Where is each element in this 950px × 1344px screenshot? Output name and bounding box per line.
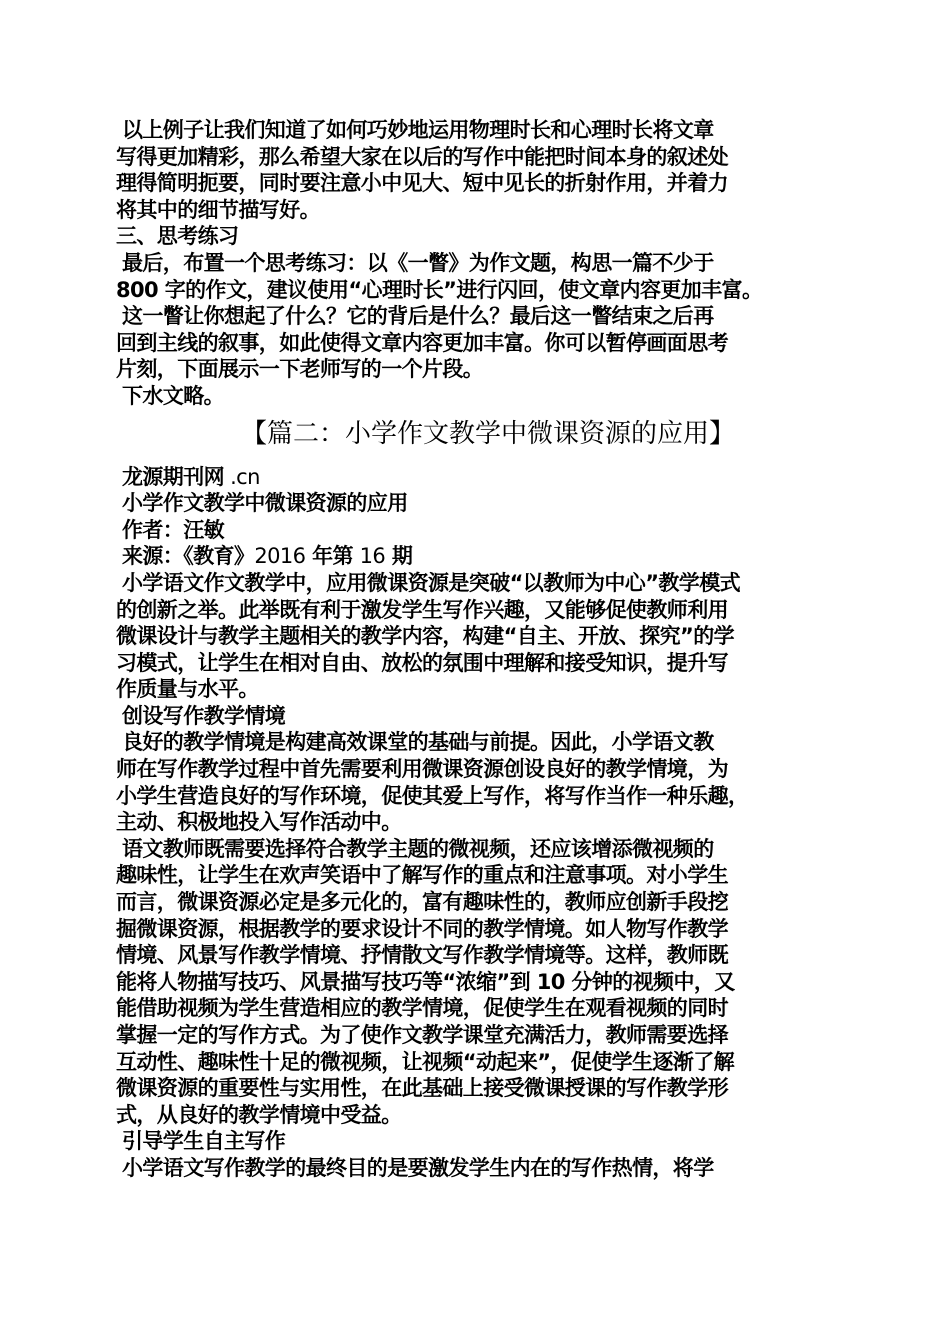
- text-line: 下水文略。: [122, 383, 224, 408]
- text-line: 而言，微课资源必定是多元化的，富有趣味性的，教师应创新手段挖: [116, 890, 728, 915]
- text-line: 情境、风景写作教学情境、抒情散文写作教学情境等。这样，教师既: [116, 943, 728, 968]
- source-label: 来源：《教育》: [122, 544, 255, 569]
- text-line: 掌握一定的写作方式。为了使作文教学课堂充满活力，教师需要选择: [116, 1023, 728, 1047]
- site-suffix: .cn: [224, 464, 260, 489]
- text-line: 互动性、趣味性十足的微视频，让视频“动起来”，促使学生逐渐了解: [116, 1049, 735, 1074]
- text-line: 语文教师既需要选择符合教学主题的微视频，还应该增添微视频的: [122, 836, 714, 861]
- text-line: 掘微课资源，根据教学的要求设计不同的教学情境。如人物写作教学: [116, 916, 728, 941]
- text-line: 理得简明扼要，同时要注意小中见大、短中见长的折射作用，并着力: [116, 171, 728, 196]
- subsection-title-autonomous: 引导学生自主写作: [122, 1129, 286, 1154]
- article-meta: [116, 464, 846, 570]
- paragraph-exercise: [116, 250, 846, 410]
- text-line: 片刻，下面展示一下老师写的一个片段。: [116, 357, 484, 382]
- text-line: 良好的教学情境是构建高效课堂的基础与前提。因此，小学语文教: [122, 730, 714, 755]
- text-line: 师在写作教学过程中首先需要利用微课资源创设良好的教学情境，为: [116, 757, 728, 782]
- text-line: 写得更加精彩，那么希望大家在以后的写作中能把时间本身的叙述处: [116, 144, 728, 169]
- section-title-exercise: 三、思考练习: [116, 224, 239, 249]
- text-line: 将其中的细节描写好。: [116, 197, 320, 222]
- site-name-line: [116, 464, 846, 491]
- paragraph-scenario-2: [116, 836, 846, 1129]
- text-line: 趣味性，让学生在欢声笑语中了解写作的重点和注意事项。对小学生: [116, 863, 728, 888]
- text-line: 以上例子让我们知道了如何巧妙地运用物理时长和心理时长将文章: [122, 118, 714, 142]
- text-line: 小学生营造良好的写作环境，促使其爱上写作，将写作当作一种乐趣，: [116, 783, 749, 808]
- source-issue-num: 16: [359, 544, 386, 569]
- paragraph-scenario-1: [116, 729, 846, 835]
- text-line: 主动、积极地投入写作活动中。: [116, 810, 402, 835]
- source-year: 2016: [254, 544, 306, 569]
- text-line: 的创新之举。此举既有利于激发学生写作兴趣，又能够促使教师利用: [116, 597, 728, 622]
- text-line: 微课资源的重要性与实用性，在此基础上接受微课授课的写作教学形: [116, 1076, 728, 1101]
- text-line: 小学语文写作教学的最终目的是要激发学生内在的写作热情，将学: [122, 1155, 714, 1180]
- document-body: [116, 117, 846, 1182]
- text-line: 能借助视频为学生营造相应的教学情境，促使学生在观看视频的同时: [116, 996, 728, 1021]
- site-name: 龙源期刊网: [122, 464, 224, 489]
- source-issue-b: 期: [385, 544, 413, 569]
- part-heading: 【篇二：小学作文教学中微课资源的应用】: [240, 418, 735, 449]
- article-source: [116, 543, 846, 570]
- text-line: 回到主线的叙事，如此使得文章内容更加丰富。你可以暂停画面思考: [116, 330, 728, 355]
- paragraph-autonomous-1: [116, 1155, 846, 1182]
- text-line: 小学语文作文教学中，应用微课资源是突破“以教师为中心”教学模式: [122, 570, 741, 595]
- text-line: 最后，布置一个思考练习：以《一瞥》为作文题，构思一篇不少于: [122, 250, 714, 275]
- text-line: 这一瞥让你想起了什么？它的背后是什么？最后这一瞥结束之后再: [122, 304, 714, 329]
- subsection-title-scenario: 创设写作教学情境: [122, 703, 286, 728]
- text-line: 习模式，让学生在相对自由、放松的氛围中理解和接受知识，提升写: [116, 650, 728, 675]
- text-line: 800 字的作文，建议使用“心理时长”进行闪回，使文章内容更加丰富。: [116, 277, 763, 302]
- article-author: 作者：汪敏: [122, 517, 224, 542]
- text-line: 式，从良好的教学情境中受益。: [116, 1102, 402, 1127]
- source-issue-a: 年第: [305, 544, 360, 569]
- text-line: 能将人物描写技巧、风景描写技巧等“浓缩”到 10 分钟的视频中，又: [116, 969, 735, 994]
- paragraph-intro: [116, 570, 846, 703]
- text-line: 微课设计与教学主题相关的教学内容，构建“自主、开放、探究”的学: [116, 624, 735, 649]
- paragraph-conclusion: [116, 117, 846, 223]
- text-line: 作质量与水平。: [116, 677, 259, 702]
- article-title: 小学作文教学中微课资源的应用: [122, 491, 408, 516]
